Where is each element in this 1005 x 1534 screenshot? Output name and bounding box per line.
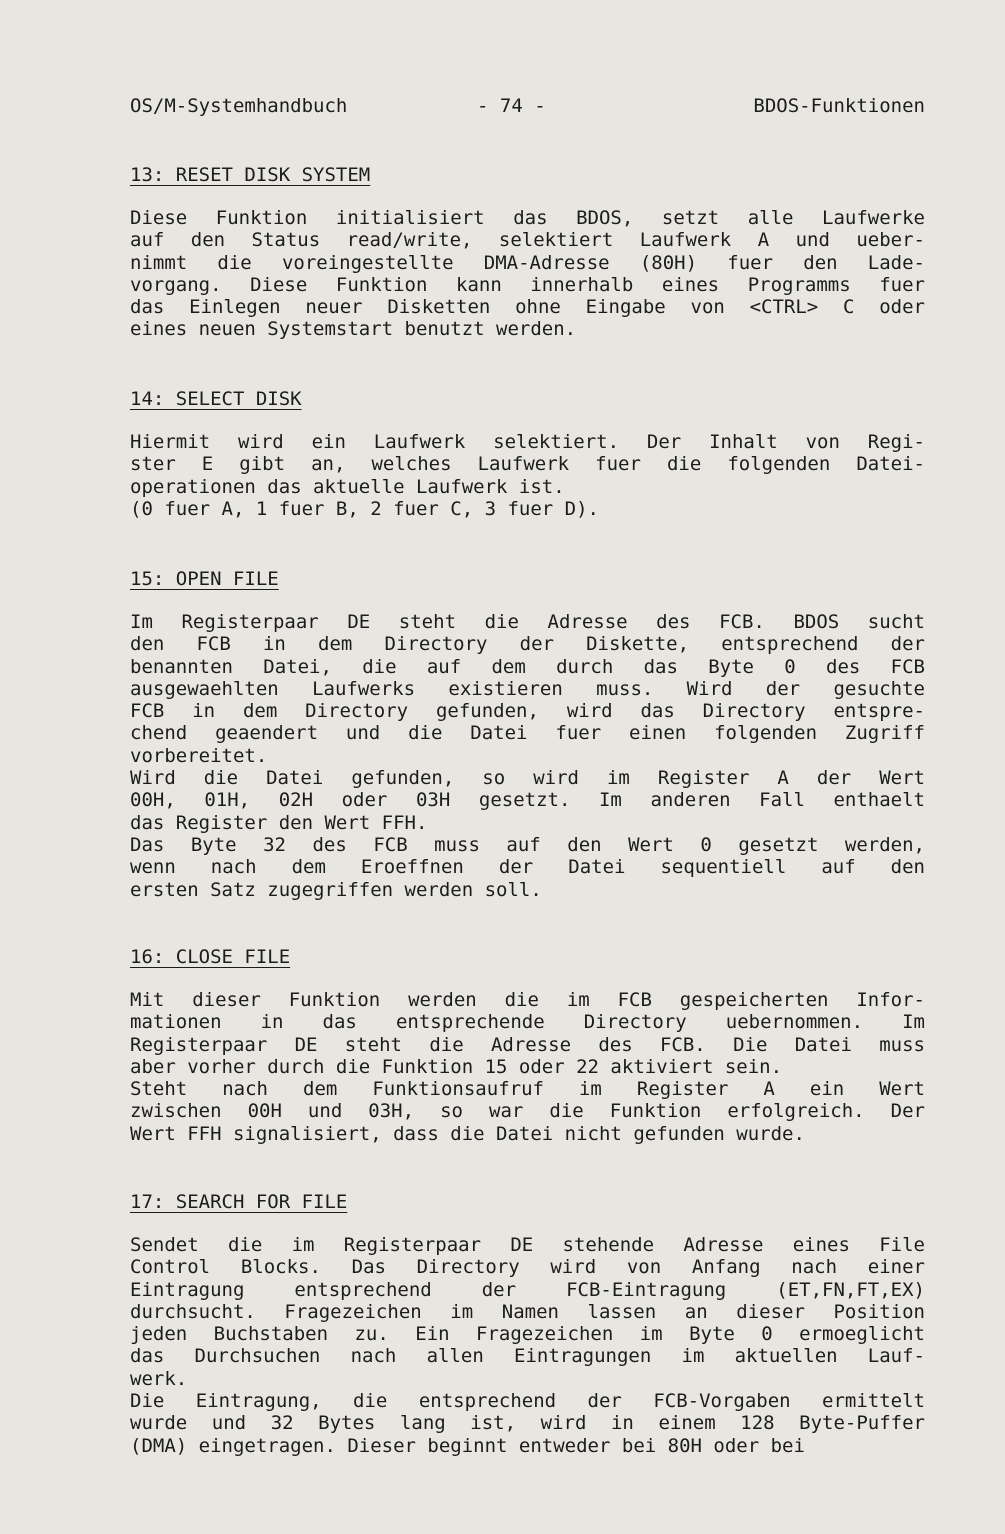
text-line: 00H, 01H, 02H oder 03H gesetzt. Im anderen Fall enthaelt <box>130 789 925 812</box>
text-line: das Durchsuchen nach allen Eintragungen im aktuellen Lauf- <box>130 1345 925 1368</box>
text-line: FCB in dem Directory gefunden, wird das Directory entspre- <box>130 700 925 723</box>
section-heading: 16: CLOSE FILE <box>130 946 291 968</box>
section-search-for-file <box>130 1190 925 1457</box>
text-line: Eintragung entsprechend der FCB-Eintragung (ET,FN,FT,EX) <box>130 1278 925 1301</box>
section-heading: 15: OPEN FILE <box>130 568 279 590</box>
section-close-file <box>130 945 925 1145</box>
section-heading: 14: SELECT DISK <box>130 388 302 410</box>
text-line: nimmt die voreingestellte DMA-Adresse (80H) fuer den Lade- <box>130 251 925 274</box>
page-header <box>130 95 925 119</box>
text-line: vorgang. Diese Funktion kann innerhalb eines Programms fuer <box>130 273 925 296</box>
text-line: Steht nach dem Funktionsaufruf im Register A ein Wert <box>130 1078 925 1101</box>
text-line: ausgewaehlten Laufwerks existieren muss. Wird der gesuchte <box>130 677 925 700</box>
text-line: (0 fuer A, 1 fuer B, 2 fuer C, 3 fuer D). <box>130 497 599 520</box>
text-line: (DMA) eingetragen. Dieser beginnt entweder bei 80H oder bei <box>130 1434 805 1457</box>
text-line: ster E gibt an, welches Laufwerk fuer die folgenden Datei- <box>130 453 925 476</box>
text-line: mationen in das entsprechende Directory uebernommen. Im <box>130 1011 925 1034</box>
text-line: das Einlegen neuer Disketten ohne Eingabe von <CTRL> C oder <box>130 296 925 319</box>
text-line: Sendet die im Registerpaar DE stehende Adresse eines File <box>130 1234 925 1256</box>
section-body <box>130 207 925 341</box>
text-line: zwischen 00H und 03H, so war die Funktion erfolgreich. Der <box>130 1100 925 1123</box>
text-line: aber vorher durch die Funktion 15 oder 22 aktiviert sein. <box>130 1055 783 1078</box>
section-body <box>130 611 925 901</box>
section-reset-disk-system <box>130 163 925 341</box>
text-line: Im Registerpaar DE steht die Adresse des FCB. BDOS sucht <box>130 611 925 633</box>
text-line: Registerpaar DE steht die Adresse des FCB. Die Datei muss <box>130 1033 925 1056</box>
text-line: auf den Status read/write, selektiert Laufwerk A und ueber- <box>130 229 925 252</box>
text-line: operationen das aktuelle Laufwerk ist. <box>130 475 565 498</box>
section-body <box>130 1234 925 1457</box>
text-line: Mit dieser Funktion werden die im FCB gespeicherten Infor- <box>130 989 925 1011</box>
section-open-file <box>130 567 925 901</box>
section-heading: 13: RESET DISK SYSTEM <box>130 164 371 186</box>
page-number: - 74 - <box>477 95 546 117</box>
section-body <box>130 989 925 1145</box>
text-line: Wert FFH signalisiert, dass die Datei nicht gefunden wurde. <box>130 1122 805 1145</box>
text-line: durchsucht. Fragezeichen im Namen lassen an dieser Position <box>130 1300 925 1323</box>
text-line: chend geaendert und die Datei fuer einen folgenden Zugriff <box>130 722 925 745</box>
text-line: jeden Buchstaben zu. Ein Fragezeichen im Byte 0 ermoeglicht <box>130 1323 925 1346</box>
text-line: das Register den Wert FFH. <box>130 811 428 834</box>
text-line: Das Byte 32 des FCB muss auf den Wert 0 gesetzt werden, <box>130 833 925 856</box>
text-line: Hiermit wird ein Laufwerk selektiert. Der Inhalt von Regi- <box>130 431 925 453</box>
text-line: den FCB in dem Directory der Diskette, entsprechend der <box>130 633 925 656</box>
text-line: vorbereitet. <box>130 744 268 767</box>
text-line: Die Eintragung, die entsprechend der FCB-Vorgaben ermittelt <box>130 1390 925 1413</box>
text-line: Wird die Datei gefunden, so wird im Register A der Wert <box>130 767 925 790</box>
header-manual-title: OS/M-Systemhandbuch <box>130 95 348 117</box>
text-line: eines neuen Systemstart benutzt werden. <box>130 318 577 341</box>
text-line: ersten Satz zugegriffen werden soll. <box>130 878 542 901</box>
text-line: wenn nach dem Eroeffnen der Datei sequentiell auf den <box>130 856 925 879</box>
header-chapter-title: BDOS-Funktionen <box>753 95 925 117</box>
section-heading: 17: SEARCH FOR FILE <box>130 1191 348 1213</box>
text-line: Control Blocks. Das Directory wird von Anfang nach einer <box>130 1256 925 1279</box>
section-body <box>130 431 925 520</box>
text-line: benannten Datei, die auf dem durch das Byte 0 des FCB <box>130 655 925 678</box>
text-line: werk. <box>130 1367 188 1390</box>
section-select-disk <box>130 387 925 520</box>
text-line: wurde und 32 Bytes lang ist, wird in einem 128 Byte-Puffer <box>130 1412 925 1435</box>
text-line: Diese Funktion initialisiert das BDOS, setzt alle Laufwerke <box>130 207 925 229</box>
